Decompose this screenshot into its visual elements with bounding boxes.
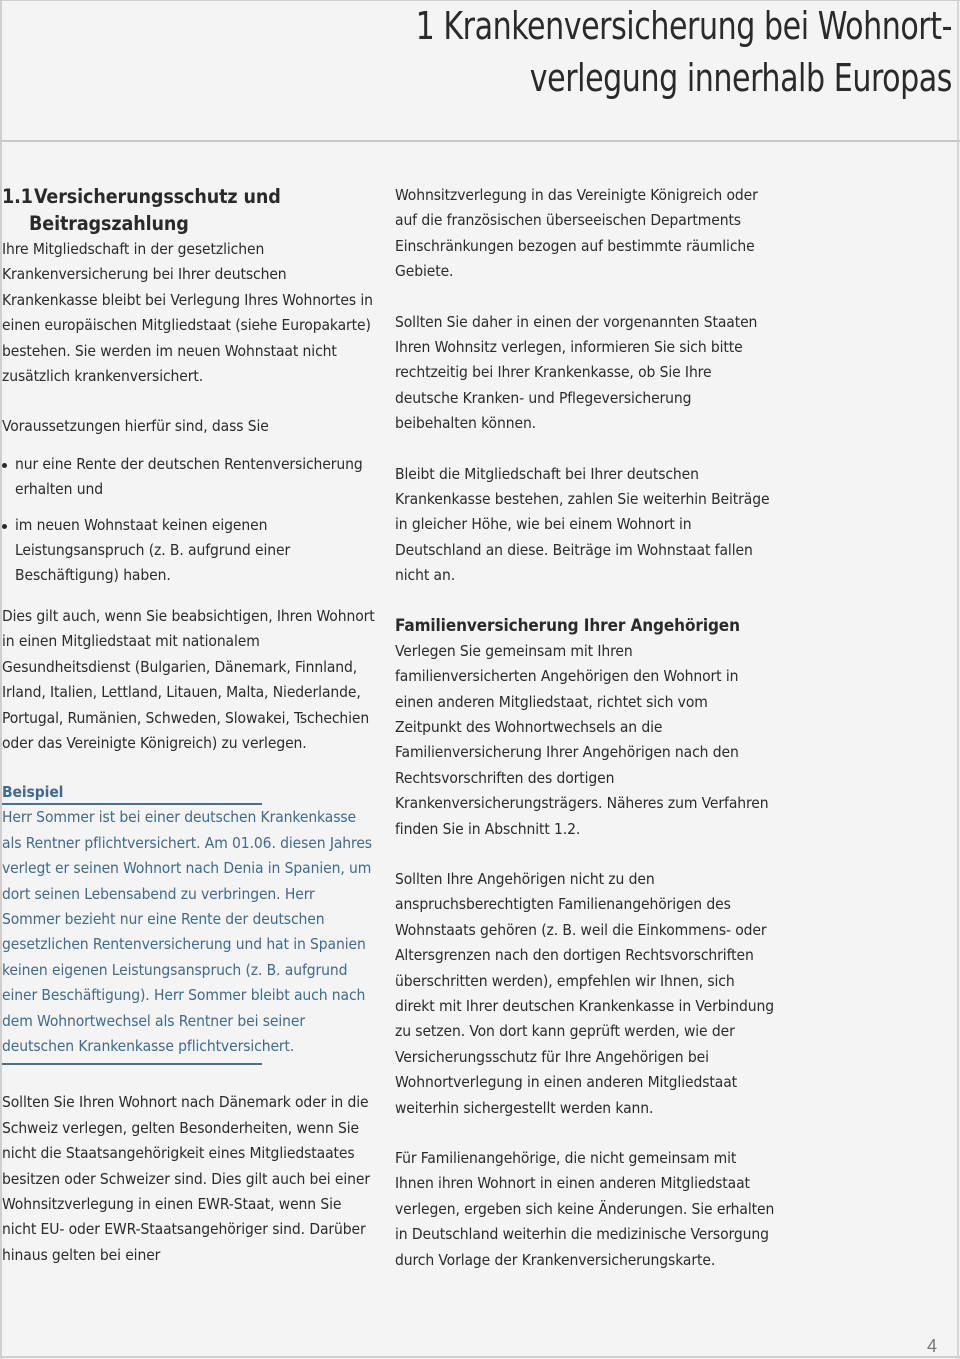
bullet-icon <box>2 524 7 529</box>
conditions-list <box>2 452 377 589</box>
example-box <box>2 781 377 1065</box>
example-title: Beispiel <box>2 783 64 802</box>
continuation-paragraph: Wohnsitzverlegung in das Vereinigte Königreich oder auf die französischen überseeischen Departments Einschränkungen bezogen auf bestimmte räumliche Gebiete. <box>395 186 758 281</box>
page-frame-bottom <box>0 1356 960 1358</box>
title-divider <box>0 140 960 142</box>
page-title-line-1: 1 Krankenversicherung bei Wohnort- <box>415 4 953 48</box>
example-text: Herr Sommer ist bei einer deutschen Krankenkasse als Rentner pflichtversichert. Am 01.06. diesen Jahres verlegt er seinen Wohnort nach Denia in Spanien, um dort seinen Lebensabend zu verbringen. Herr Sommer bezieht nur eine Rente der deutschen gesetzlichen Rentenversicherung und hat in Spanien keinen eigenen Leistungsanspruch (z. B. aufgrund einer Beschäftigung). Herr Sommer bleibt auch nach dem Wohnortwechsel als Rentner bei seiner deutschen Krankenkasse pflichtversichert. <box>2 808 372 1055</box>
contributions-paragraph: Bleibt die Mitgliedschaft bei Ihrer deutschen Krankenkasse bestehen, zahlen Sie weiterhin Beiträge in gleicher Höhe, wie bei einem Wohnort in Deutschland an diese. Beiträge im Wohnstaat fallen nicht an. <box>395 464 770 585</box>
left-column <box>2 183 377 1268</box>
family-not-moving-paragraph: Für Familienangehörige, die nicht gemeinsam mit Ihnen ihren Wohnort in einen anderen Mitgliedstaat verlegen, ergeben sich keine Änderungen. Sie erhalten in Deutschland weiterhin die medizinische Versorgung durch Vorlage der Krankenversicherungskarte. <box>395 1149 775 1269</box>
section-heading <box>2 183 377 237</box>
page-title-line-2: verlegung innerhalb Europas <box>529 56 952 100</box>
right-column <box>395 183 775 1273</box>
page-number: 4 <box>927 1336 938 1356</box>
example-bottom-rule <box>2 1063 262 1065</box>
condition-text: im neuen Wohnstaat keinen eigenen Leistungsanspruch (z. B. aufgrund einer Beschäftigung) haben. <box>15 515 291 585</box>
family-not-entitled-paragraph: Sollten Ihre Angehörigen nicht zu den anspruchsberechtigten Familienangehörigen des Wohnstaats gehören (z. B. weil die Einkommens- oder Altersgrenzen nach den dortigen Rechtsvorschriften überschritten werden), empfehlen wir Ihnen, sich direkt mit Ihrer deutschen Krankenkasse in Verbindung zu setzen. Von dort kann geprüft werden, wie der Versicherungsschutz für Ihre Angehörigen bei Wohnortverlegung in einen anderen Mitgliedstaat weiterhin sichergestellt werden kann. <box>395 869 774 1117</box>
page-title <box>160 0 952 104</box>
family-insurance-heading: Familienversicherung Ihrer Angehörigen <box>395 615 740 636</box>
condition-item <box>2 513 377 589</box>
bullet-icon <box>2 463 7 468</box>
page-frame-right <box>957 0 959 1359</box>
condition-item <box>2 452 377 503</box>
section-title-line-1: Versicherungsschutz und <box>34 185 281 208</box>
condition-text: nur eine Rente der deutschen Rentenversicherung erhalten und <box>15 454 363 499</box>
inform-advice-paragraph: Sollten Sie daher in einen der vorgenannten Staaten Ihren Wohnsitz verlegen, informieren Sie sich bitte rechtzeitig bei Ihrer Krankenkasse, ob Sie Ihre deutsche Kranken- und Pflegeversicherung beibehalten können. <box>395 312 758 433</box>
section-title-line-2: Beitragszahlung <box>29 212 189 235</box>
family-intro-paragraph: Verlegen Sie gemeinsam mit Ihren familienversicherten Angehörigen den Wohnort in einen anderen Mitgliedstaat, richtet sich vom Zeitpunkt des Wohnortwechsels an die Familienversicherung Ihrer Angehörigen nach den Rechtsvorschriften des dortigen Krankenversicherungsträgers. Näheres zum Verfahren finden Sie in Abschnitt 1.2. <box>395 641 769 838</box>
special-cases-paragraph: Sollten Sie Ihren Wohnort nach Dänemark oder in die Schweiz verlegen, gelten Besonderheiten, wenn Sie nicht die Staatsangehörigkeit eines Mitgliedstaates besitzen oder Schweizer sind. Dies gilt auch bei einer Wohnsitzverlegung in einen EWR-Staat, wenn Sie nicht EU- oder EWR-Staatsangehöriger sind. Darüber hinaus gelten bei einer <box>2 1093 370 1264</box>
section-number: 1.1 <box>2 185 33 208</box>
intro-paragraph: Ihre Mitgliedschaft in der gesetzlichen Krankenversicherung bei Ihrer deutschen Krankenkasse bleibt bei Verlegung Ihres Wohnortes in einen europäischen Mitgliedstaat (siehe Europakarte) bestehen. Sie werden im neuen Wohnstaat nicht zusätzlich krankenversichert. <box>2 240 373 386</box>
national-health-service-paragraph: Dies gilt auch, wenn Sie beabsichtigen, Ihren Wohnort in einen Mitgliedstaat mit nationalem Gesundheitsdienst (Bulgarien, Dänemark, Finnland, Irland, Italien, Lettland, Litauen, Malta, Niederlande, Portugal, Rumänien, Schweden, Slowakei, Tschechien oder das Vereinigte Königreich) zu verlegen. <box>2 606 375 752</box>
conditions-intro: Voraussetzungen hierfür sind, dass Sie <box>2 417 269 436</box>
